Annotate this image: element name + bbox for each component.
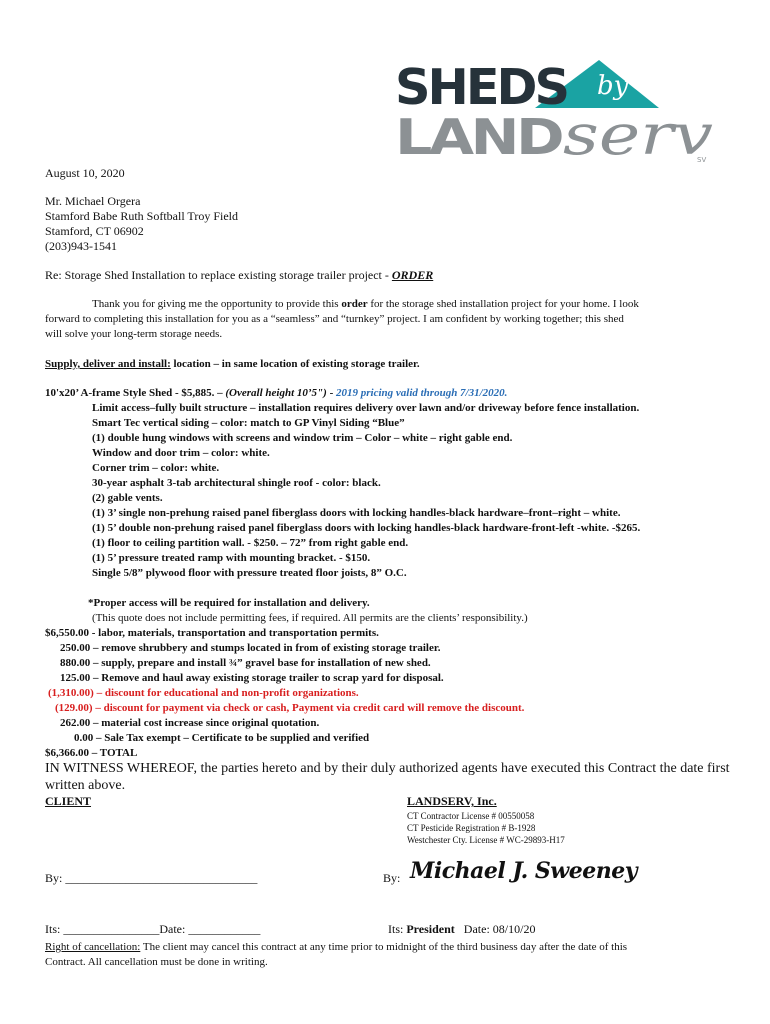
- recipient-city: Stamford, CT 06902: [45, 224, 144, 238]
- cost-0: $6,550.00 - labor, materials, transportation and transportation permits.: [45, 627, 379, 639]
- cost-7: 0.00 – Sale Tax exempt – Certificate to be supplied and verified: [74, 732, 370, 744]
- intro-order-word: order: [341, 298, 368, 310]
- spec-5: 30-year asphalt 3-tab architectural shingle roof - color: black.: [92, 477, 381, 489]
- company-name: LANDSERV, Inc.: [407, 794, 497, 808]
- logo-sheds-text: SHEDS: [395, 59, 567, 116]
- cancellation-text: The client may cancel this contract at any time prior to midnight of the third business day after the date of this: [140, 941, 628, 953]
- recipient-name: Mr. Michael Orgera: [45, 194, 141, 208]
- cancellation-line-1: [45, 940, 627, 954]
- cancellation-label: Right of cancellation:: [45, 941, 141, 953]
- intro-text-b: for the storage shed installation project for your home. I look: [367, 298, 639, 310]
- cancellation-line-2: Contract. All cancellation must be done in writing.: [45, 956, 268, 968]
- its-label: Its:: [388, 922, 407, 936]
- spec-7: (1) 3’ single non-prehung raised panel fiberglass doors with locking handles-black hardware–front–right – white.: [92, 507, 621, 519]
- subject-tag: ORDER: [391, 268, 434, 282]
- company-license-3: Westchester Cty. License # WC-29893-H17: [407, 835, 565, 845]
- client-label: CLIENT: [45, 794, 92, 808]
- spec-3: Window and door trim – color: white.: [92, 447, 270, 459]
- intro-text-a: Thank you for giving me the opportunity to provide this: [92, 298, 342, 310]
- intro-line-1: [92, 297, 639, 311]
- cost-2: 880.00 – supply, prepare and install ¾” gravel base for installation of new shed.: [60, 657, 431, 669]
- company-license-1: CT Contractor License # 00550058: [407, 811, 535, 821]
- spec-6: (2) gable vents.: [92, 492, 163, 504]
- cost-5: (129.00) – discount for payment via check or cash, Payment via credit card will remove the discount.: [55, 702, 525, 714]
- supply-text: location – in same location of existing storage trailer.: [170, 358, 420, 370]
- shed-heading-height: (Overall height 10’5"): [225, 387, 327, 399]
- spec-9: (1) floor to ceiling partition wall. - $250. – 72” from right gable end.: [92, 537, 409, 549]
- shed-heading: [45, 386, 507, 400]
- cost-3: 125.00 – Remove and haul away existing storage trailer to scrap yard for disposal.: [60, 672, 444, 684]
- subject-text: Re: Storage Shed Installation to replace existing storage trailer project -: [45, 268, 392, 282]
- cost-total: $6,366.00 – TOTAL: [45, 747, 138, 759]
- logo-by-text: by: [597, 71, 629, 101]
- cost-1: 250.00 – remove shrubbery and stumps located in from of existing storage trailer.: [60, 642, 441, 654]
- intro-line-3: will solve your long-term storage needs.: [45, 328, 223, 340]
- logo-land-text: LAND: [395, 109, 563, 164]
- spec-1: Smart Tec vertical siding – color: match to GP Vinyl Siding “Blue”: [92, 417, 405, 429]
- access-note: *Proper access will be required for installation and delivery.: [88, 597, 370, 609]
- spec-10: (1) 5’ pressure treated ramp with mounting bracket. - $150.: [92, 552, 371, 564]
- client-by-line: By: ________________________________: [45, 871, 258, 885]
- company-license-2: CT Pesticide Registration # B-1928: [407, 823, 536, 833]
- company-logo: [395, 56, 720, 164]
- recipient-org: Stamford Babe Ruth Softball Troy Field: [45, 209, 239, 223]
- logo-serv-text: serv: [563, 103, 714, 164]
- spec-11: Single 5/8” plywood floor with pressure treated floor joists, 8” O.C.: [92, 567, 407, 579]
- company-by-label: By:: [383, 871, 401, 885]
- spec-2: (1) double hung windows with screens and window trim – Color – white – right gable end.: [92, 432, 513, 444]
- supply-line: [45, 357, 420, 371]
- company-its-line: [388, 922, 535, 937]
- spec-4: Corner trim – color: white.: [92, 462, 220, 474]
- its-date: Date: 08/10/20: [454, 922, 536, 936]
- shed-heading-pricing: 2019 pricing valid through 7/31/2020.: [335, 387, 508, 399]
- cost-6: 262.00 – material cost increase since original quotation.: [60, 717, 320, 729]
- recipient-phone: (203)943-1541: [45, 239, 117, 253]
- company-signature: Michael J. Sweeney: [410, 858, 637, 884]
- supply-label: Supply, deliver and install:: [45, 358, 171, 370]
- witness-line-2: written above.: [45, 778, 126, 793]
- shed-heading-dash: -: [326, 387, 336, 399]
- shed-heading-main: 10'x20’ A-frame Style Shed - $5,885. –: [45, 387, 226, 399]
- permit-note: (This quote does not include permitting fees, if required. All permits are the clients’ responsibility.): [92, 612, 528, 624]
- its-title: President: [406, 922, 455, 936]
- cost-4: (1,310.00) – discount for educational and non-profit organizations.: [48, 687, 359, 699]
- subject-line: [45, 268, 433, 283]
- client-its-line: Its: ________________Date: ____________: [45, 922, 261, 936]
- logo-mark-text: SV: [697, 156, 707, 164]
- witness-line-1: IN WITNESS WHEREOF, the parties hereto and by their duly authorized agents have executed this Contract the date first: [45, 761, 730, 776]
- intro-line-2: forward to completing this installation for you as a “seamless” and “turnkey” project. I am confident by working together; this shed: [45, 313, 624, 325]
- letter-date: August 10, 2020: [45, 166, 125, 180]
- spec-8: (1) 5’ double non-prehung raised panel fiberglass doors with locking handles-black hardware-front-left -white. -$265.: [92, 522, 641, 534]
- spec-0: Limit access–fully built structure – installation requires delivery over lawn and/or driveway before fence installation.: [92, 402, 640, 414]
